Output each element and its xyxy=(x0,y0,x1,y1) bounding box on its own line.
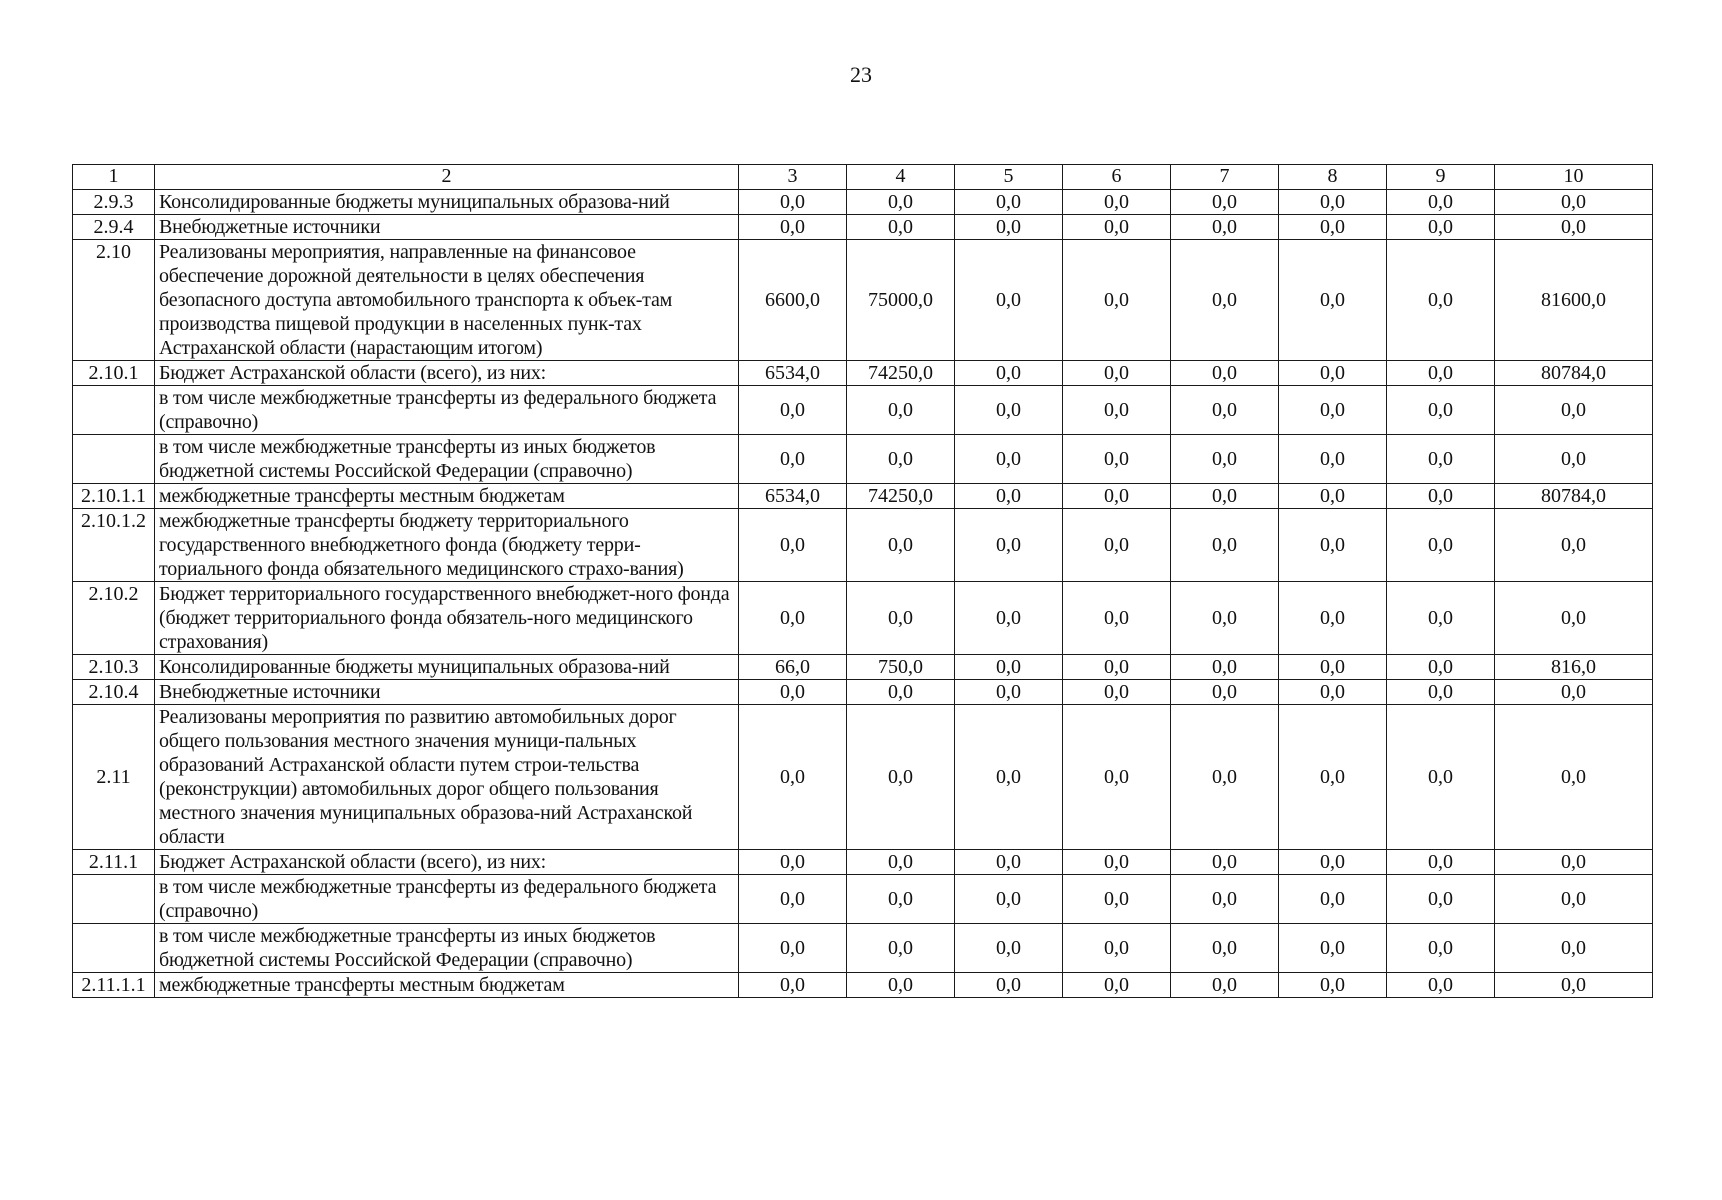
row-name: Внебюджетные источники xyxy=(155,215,739,240)
value-cell: 0,0 xyxy=(1279,705,1387,850)
value-cell: 0,0 xyxy=(1387,240,1495,361)
value-cell: 0,0 xyxy=(1495,386,1653,435)
value-cell: 0,0 xyxy=(847,190,955,215)
value-cell: 6534,0 xyxy=(739,361,847,386)
value-cell: 0,0 xyxy=(1063,875,1171,924)
value-cell: 0,0 xyxy=(955,875,1063,924)
value-cell: 0,0 xyxy=(847,705,955,850)
row-number: 2.10.1 xyxy=(73,361,155,386)
table-row xyxy=(73,680,1653,705)
value-cell: 0,0 xyxy=(1387,680,1495,705)
row-name: в том числе межбюджетные трансферты из федерального бюджета (справочно) xyxy=(155,386,739,435)
value-cell: 74250,0 xyxy=(847,361,955,386)
value-cell: 0,0 xyxy=(739,850,847,875)
row-number: 2.10.4 xyxy=(73,680,155,705)
row-number: 2.11 xyxy=(73,705,155,850)
value-cell: 0,0 xyxy=(1495,582,1653,655)
value-cell: 0,0 xyxy=(1495,875,1653,924)
value-cell: 0,0 xyxy=(955,215,1063,240)
row-name: Консолидированные бюджеты муниципальных образова-ний xyxy=(155,655,739,680)
value-cell: 0,0 xyxy=(1279,190,1387,215)
value-cell: 0,0 xyxy=(1171,680,1279,705)
row-name: Бюджет Астраханской области (всего), из них: xyxy=(155,361,739,386)
value-cell: 0,0 xyxy=(1495,973,1653,998)
value-cell: 0,0 xyxy=(1171,924,1279,973)
column-header: 10 xyxy=(1495,165,1653,190)
value-cell: 0,0 xyxy=(1171,435,1279,484)
value-cell: 0,0 xyxy=(1495,680,1653,705)
value-cell: 0,0 xyxy=(1063,361,1171,386)
value-cell: 0,0 xyxy=(1387,361,1495,386)
value-cell: 0,0 xyxy=(1063,240,1171,361)
table-body xyxy=(73,165,1653,998)
value-cell: 0,0 xyxy=(1279,924,1387,973)
value-cell: 0,0 xyxy=(955,361,1063,386)
value-cell: 0,0 xyxy=(1387,875,1495,924)
table-row xyxy=(73,386,1653,435)
value-cell: 0,0 xyxy=(847,215,955,240)
value-cell: 0,0 xyxy=(1387,924,1495,973)
value-cell: 0,0 xyxy=(1279,875,1387,924)
table-row xyxy=(73,361,1653,386)
value-cell: 0,0 xyxy=(1387,386,1495,435)
row-name: межбюджетные трансферты местным бюджетам xyxy=(155,973,739,998)
value-cell: 816,0 xyxy=(1495,655,1653,680)
row-number: 2.11.1 xyxy=(73,850,155,875)
row-number xyxy=(73,875,155,924)
value-cell: 0,0 xyxy=(955,435,1063,484)
value-cell: 74250,0 xyxy=(847,484,955,509)
value-cell: 0,0 xyxy=(847,875,955,924)
value-cell: 0,0 xyxy=(1387,215,1495,240)
value-cell: 0,0 xyxy=(1063,924,1171,973)
value-cell: 0,0 xyxy=(1387,484,1495,509)
column-header: 1 xyxy=(73,165,155,190)
value-cell: 66,0 xyxy=(739,655,847,680)
value-cell: 0,0 xyxy=(1279,484,1387,509)
table-row xyxy=(73,484,1653,509)
value-cell: 0,0 xyxy=(739,680,847,705)
value-cell: 0,0 xyxy=(955,655,1063,680)
value-cell: 0,0 xyxy=(1279,509,1387,582)
value-cell: 0,0 xyxy=(1171,361,1279,386)
column-header: 4 xyxy=(847,165,955,190)
value-cell: 0,0 xyxy=(955,973,1063,998)
column-number-row xyxy=(73,165,1653,190)
value-cell: 0,0 xyxy=(955,509,1063,582)
value-cell: 0,0 xyxy=(847,435,955,484)
value-cell: 0,0 xyxy=(739,875,847,924)
value-cell: 0,0 xyxy=(1063,435,1171,484)
row-name: Реализованы мероприятия, направленные на финансовое обеспечение дорожной деятельности в целях обеспечения безопасного доступа автомобильного транспорта к объек-там производства пищевой продукции в населенных пунк-тах Астраханской области (нарастающим итогом) xyxy=(155,240,739,361)
value-cell: 0,0 xyxy=(1279,850,1387,875)
value-cell: 81600,0 xyxy=(1495,240,1653,361)
value-cell: 0,0 xyxy=(1279,435,1387,484)
table-container xyxy=(72,164,1652,998)
value-cell: 0,0 xyxy=(1171,655,1279,680)
value-cell: 0,0 xyxy=(955,240,1063,361)
value-cell: 750,0 xyxy=(847,655,955,680)
column-header: 7 xyxy=(1171,165,1279,190)
value-cell: 0,0 xyxy=(1495,924,1653,973)
value-cell: 0,0 xyxy=(1171,705,1279,850)
row-number: 2.9.4 xyxy=(73,215,155,240)
value-cell: 0,0 xyxy=(1387,655,1495,680)
value-cell: 0,0 xyxy=(1063,386,1171,435)
value-cell: 0,0 xyxy=(739,582,847,655)
value-cell: 0,0 xyxy=(1171,850,1279,875)
value-cell: 0,0 xyxy=(955,705,1063,850)
value-cell: 0,0 xyxy=(1063,484,1171,509)
value-cell: 0,0 xyxy=(1495,705,1653,850)
value-cell: 0,0 xyxy=(1495,850,1653,875)
value-cell: 0,0 xyxy=(847,386,955,435)
value-cell: 0,0 xyxy=(739,215,847,240)
value-cell: 6600,0 xyxy=(739,240,847,361)
row-number: 2.11.1.1 xyxy=(73,973,155,998)
row-number: 2.10 xyxy=(73,240,155,361)
value-cell: 0,0 xyxy=(1063,973,1171,998)
value-cell: 0,0 xyxy=(1387,973,1495,998)
value-cell: 0,0 xyxy=(955,190,1063,215)
value-cell: 0,0 xyxy=(1495,215,1653,240)
budget-table xyxy=(72,164,1653,998)
value-cell: 0,0 xyxy=(1171,215,1279,240)
value-cell: 0,0 xyxy=(1495,435,1653,484)
value-cell: 0,0 xyxy=(1387,582,1495,655)
value-cell: 0,0 xyxy=(1279,680,1387,705)
value-cell: 0,0 xyxy=(739,435,847,484)
value-cell: 0,0 xyxy=(1171,509,1279,582)
value-cell: 0,0 xyxy=(1171,190,1279,215)
value-cell: 0,0 xyxy=(739,386,847,435)
row-number: 2.10.1.2 xyxy=(73,509,155,582)
value-cell: 0,0 xyxy=(1171,582,1279,655)
value-cell: 0,0 xyxy=(847,582,955,655)
value-cell: 0,0 xyxy=(847,850,955,875)
value-cell: 0,0 xyxy=(739,705,847,850)
table-row xyxy=(73,582,1653,655)
value-cell: 0,0 xyxy=(739,924,847,973)
column-header: 8 xyxy=(1279,165,1387,190)
value-cell: 0,0 xyxy=(739,509,847,582)
row-name: межбюджетные трансферты местным бюджетам xyxy=(155,484,739,509)
row-number: 2.10.2 xyxy=(73,582,155,655)
value-cell: 0,0 xyxy=(1279,240,1387,361)
value-cell: 0,0 xyxy=(1063,705,1171,850)
value-cell: 0,0 xyxy=(1495,190,1653,215)
table-row xyxy=(73,215,1653,240)
row-number: 2.10.3 xyxy=(73,655,155,680)
value-cell: 0,0 xyxy=(1171,875,1279,924)
row-name: Реализованы мероприятия по развитию автомобильных дорог общего пользования местного значения муници-пальных образований Астраханской области путем строи-тельства (реконструкции) автомобильных дорог общего пользования местного значения муниципальных образова-ний Астраханской области xyxy=(155,705,739,850)
column-header: 6 xyxy=(1063,165,1171,190)
value-cell: 80784,0 xyxy=(1495,361,1653,386)
column-header: 3 xyxy=(739,165,847,190)
value-cell: 0,0 xyxy=(1063,655,1171,680)
value-cell: 0,0 xyxy=(1063,509,1171,582)
value-cell: 0,0 xyxy=(955,680,1063,705)
value-cell: 0,0 xyxy=(1495,509,1653,582)
value-cell: 0,0 xyxy=(847,509,955,582)
table-row xyxy=(73,924,1653,973)
value-cell: 6534,0 xyxy=(739,484,847,509)
table-row xyxy=(73,435,1653,484)
table-row xyxy=(73,655,1653,680)
value-cell: 0,0 xyxy=(739,973,847,998)
value-cell: 0,0 xyxy=(955,924,1063,973)
value-cell: 0,0 xyxy=(1171,484,1279,509)
value-cell: 0,0 xyxy=(1063,850,1171,875)
table-row xyxy=(73,875,1653,924)
table-row xyxy=(73,190,1653,215)
table-row xyxy=(73,850,1653,875)
value-cell: 0,0 xyxy=(847,924,955,973)
value-cell: 0,0 xyxy=(847,680,955,705)
column-header: 2 xyxy=(155,165,739,190)
table-row xyxy=(73,705,1653,850)
value-cell: 0,0 xyxy=(1279,361,1387,386)
value-cell: 0,0 xyxy=(1387,509,1495,582)
value-cell: 0,0 xyxy=(1279,386,1387,435)
value-cell: 0,0 xyxy=(1279,215,1387,240)
value-cell: 80784,0 xyxy=(1495,484,1653,509)
table-row xyxy=(73,973,1653,998)
value-cell: 0,0 xyxy=(1063,680,1171,705)
row-name: Бюджет Астраханской области (всего), из них: xyxy=(155,850,739,875)
row-number: 2.9.3 xyxy=(73,190,155,215)
value-cell: 0,0 xyxy=(847,973,955,998)
table-row xyxy=(73,509,1653,582)
value-cell: 0,0 xyxy=(955,484,1063,509)
value-cell: 0,0 xyxy=(1387,705,1495,850)
page-number: 23 xyxy=(850,62,872,87)
value-cell: 0,0 xyxy=(1063,190,1171,215)
row-name: в том числе межбюджетные трансферты из федерального бюджета (справочно) xyxy=(155,875,739,924)
value-cell: 0,0 xyxy=(955,850,1063,875)
row-number xyxy=(73,435,155,484)
column-header: 5 xyxy=(955,165,1063,190)
value-cell: 75000,0 xyxy=(847,240,955,361)
row-name: в том числе межбюджетные трансферты из иных бюджетов бюджетной системы Российской Федерации (справочно) xyxy=(155,924,739,973)
value-cell: 0,0 xyxy=(1387,850,1495,875)
row-name: межбюджетные трансферты бюджету территориального государственного внебюджетного фонда (бюджету терри-ториального фонда обязательного медицинского страхо-вания) xyxy=(155,509,739,582)
row-name: Внебюджетные источники xyxy=(155,680,739,705)
value-cell: 0,0 xyxy=(1279,973,1387,998)
value-cell: 0,0 xyxy=(1171,240,1279,361)
value-cell: 0,0 xyxy=(1387,435,1495,484)
value-cell: 0,0 xyxy=(1171,973,1279,998)
row-name: в том числе межбюджетные трансферты из иных бюджетов бюджетной системы Российской Федерации (справочно) xyxy=(155,435,739,484)
value-cell: 0,0 xyxy=(1387,190,1495,215)
table-row xyxy=(73,240,1653,361)
value-cell: 0,0 xyxy=(955,386,1063,435)
value-cell: 0,0 xyxy=(1279,655,1387,680)
value-cell: 0,0 xyxy=(1063,215,1171,240)
row-number xyxy=(73,924,155,973)
value-cell: 0,0 xyxy=(1063,582,1171,655)
value-cell: 0,0 xyxy=(739,190,847,215)
value-cell: 0,0 xyxy=(1279,582,1387,655)
row-name: Бюджет территориального государственного внебюджет-ного фонда (бюджет территориального фонда обязатель-ного медицинского страхования) xyxy=(155,582,739,655)
row-number xyxy=(73,386,155,435)
value-cell: 0,0 xyxy=(955,582,1063,655)
row-name: Консолидированные бюджеты муниципальных образова-ний xyxy=(155,190,739,215)
row-number: 2.10.1.1 xyxy=(73,484,155,509)
column-header: 9 xyxy=(1387,165,1495,190)
value-cell: 0,0 xyxy=(1171,386,1279,435)
